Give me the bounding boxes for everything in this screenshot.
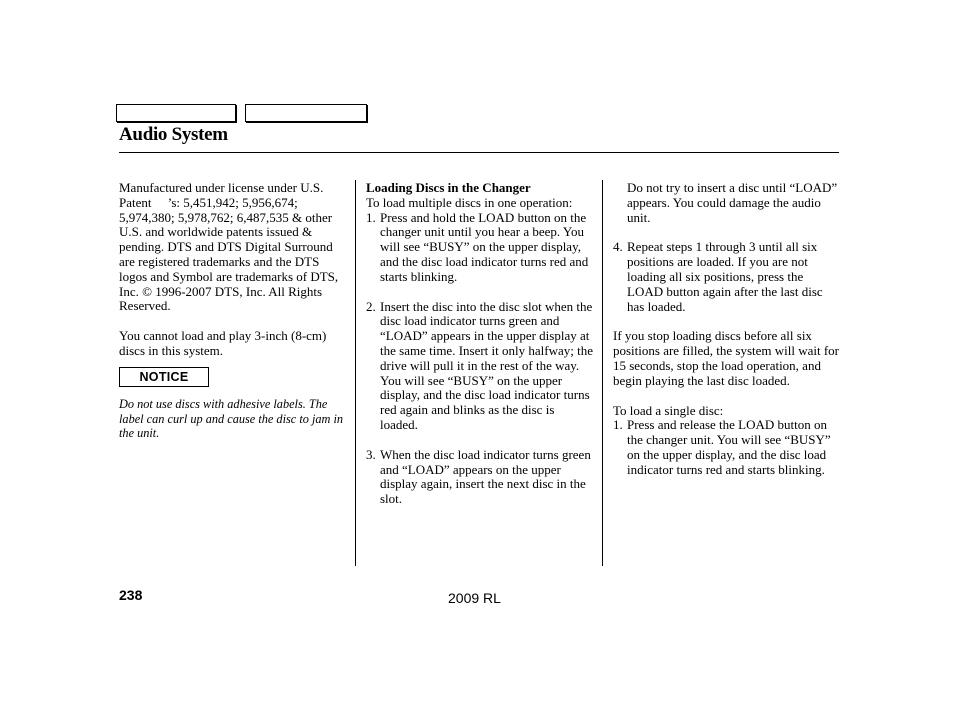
list-item bbox=[613, 418, 841, 477]
single-disc-intro: To load a single disc: bbox=[613, 402, 724, 418]
list-item bbox=[366, 448, 594, 507]
column-divider bbox=[355, 180, 356, 566]
intro-text: To load multiple discs in one operation: bbox=[366, 194, 573, 210]
page-number: 238 bbox=[119, 587, 143, 603]
step-number: 2. bbox=[366, 298, 376, 314]
column-left bbox=[119, 181, 347, 441]
step-number: 3. bbox=[366, 446, 376, 462]
list-item bbox=[613, 181, 841, 225]
nav-tab-box[interactable] bbox=[245, 104, 367, 122]
list-item bbox=[613, 240, 841, 314]
step-number: 1. bbox=[613, 417, 623, 433]
model-footer: 2009 RL bbox=[448, 590, 501, 606]
step-text: When the disc load indicator turns green and “LOAD” appears on the upper display again, insert the next disc in the slot. bbox=[380, 446, 591, 507]
step-text: Press and hold the LOAD button on the changer unit until you hear a beep. You will see “BUSY” on the upper display, and the disc load indicator turns red and starts blinking. bbox=[380, 209, 589, 284]
column-right bbox=[613, 181, 841, 478]
section-heading: Loading Discs in the Changer bbox=[366, 180, 531, 195]
nav-tab-box[interactable] bbox=[116, 104, 236, 122]
step-number: 1. bbox=[366, 209, 376, 225]
step-text: Repeat steps 1 through 3 until all six positions are loaded. If you are not loading all six positions, press the LOAD button again after the last disc has loaded. bbox=[627, 239, 823, 314]
step-text: Insert the disc into the disc slot when the disc load indicator turns green and “LOAD” appears in the upper display at the same time. Insert it only halfway; the drive will pull it in the rest of the way. You will see “BUSY” on the upper display, and the disc load indicator turns red again and blinks as the disc is loaded. bbox=[380, 298, 593, 432]
title-divider bbox=[119, 152, 839, 153]
notice-label: NOTICE bbox=[119, 367, 209, 387]
license-paragraph: Manufactured under license under U.S. Patent ’s: 5,451,942; 5,956,674; 5,974,380; 5,978,762; 6,487,535 & other U.S. and worldwide patents issued & pending. DTS and DTS Digital Surround are registered trademarks and the DTS logos and Symbol are trademarks of DTS, Inc. © 1996-2007 DTS, Inc. All Rights Reserved. bbox=[119, 180, 339, 314]
list-item bbox=[366, 300, 594, 433]
notice-text: Do not use discs with adhesive labels. The label can curl up and cause the disc to jam in the unit. bbox=[119, 396, 344, 441]
column-middle bbox=[366, 181, 594, 507]
disc-size-paragraph: You cannot load and play 3-inch (8-cm) discs in this system. bbox=[119, 328, 327, 358]
column-divider bbox=[602, 180, 603, 566]
continued-text: Do not try to insert a disc until “LOAD” appears. You could damage the audio unit. bbox=[627, 180, 838, 225]
step-number: 4. bbox=[613, 239, 623, 255]
page-title: Audio System bbox=[119, 124, 228, 145]
step-text: Press and release the LOAD button on the changer unit. You will see “BUSY” on the upper display, and the disc load indicator turns red and starts blinking. bbox=[627, 417, 831, 477]
list-item bbox=[366, 211, 594, 285]
stop-loading-paragraph: If you stop loading discs before all six positions are filled, the system will wait for 15 seconds, stop the load operation, and begin playing the last disc loaded. bbox=[613, 328, 840, 388]
